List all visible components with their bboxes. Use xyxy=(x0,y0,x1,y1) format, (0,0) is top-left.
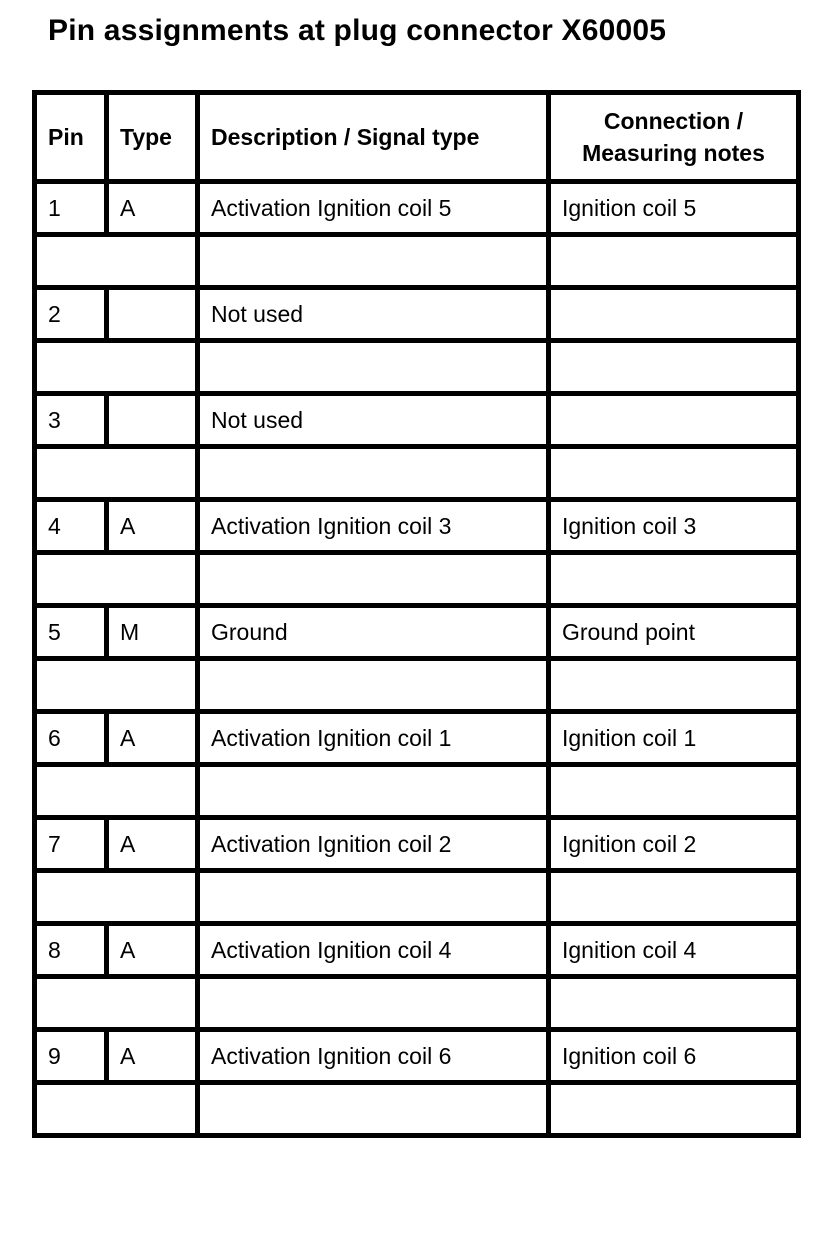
cell-connection: Ignition coil 3 xyxy=(549,500,799,553)
cell-pin: 9 xyxy=(35,1030,107,1083)
header-pin: Pin xyxy=(35,93,107,182)
header-connection-line2: Measuring notes xyxy=(582,140,765,166)
cell-connection: Ignition coil 4 xyxy=(549,924,799,977)
table-row xyxy=(35,500,799,553)
table-spacer-row xyxy=(35,341,799,394)
cell-description: Ground xyxy=(198,606,549,659)
cell-type: A xyxy=(107,818,198,871)
spacer-cell-connection xyxy=(549,235,799,288)
table-spacer-row xyxy=(35,659,799,712)
cell-connection: Ignition coil 6 xyxy=(549,1030,799,1083)
spacer-cell-pin-type xyxy=(35,235,198,288)
cell-connection: Ignition coil 5 xyxy=(549,182,799,235)
spacer-cell-connection xyxy=(549,659,799,712)
cell-pin: 8 xyxy=(35,924,107,977)
spacer-cell-pin-type xyxy=(35,1083,198,1136)
cell-connection: Ignition coil 1 xyxy=(549,712,799,765)
spacer-cell-description xyxy=(198,447,549,500)
cell-type: A xyxy=(107,182,198,235)
spacer-cell-description xyxy=(198,977,549,1030)
header-description: Description / Signal type xyxy=(198,93,549,182)
spacer-cell-description xyxy=(198,341,549,394)
spacer-cell-pin-type xyxy=(35,765,198,818)
cell-description: Not used xyxy=(198,394,549,447)
table-spacer-row xyxy=(35,977,799,1030)
table-spacer-row xyxy=(35,447,799,500)
cell-description: Not used xyxy=(198,288,549,341)
pin-assignment-table xyxy=(32,90,801,1138)
table-body xyxy=(35,182,799,1136)
spacer-cell-pin-type xyxy=(35,447,198,500)
header-type: Type xyxy=(107,93,198,182)
cell-type xyxy=(107,288,198,341)
spacer-cell-connection xyxy=(549,871,799,924)
spacer-cell-description xyxy=(198,1083,549,1136)
table-spacer-row xyxy=(35,1083,799,1136)
spacer-cell-pin-type xyxy=(35,341,198,394)
header-connection xyxy=(549,93,799,182)
table-spacer-row xyxy=(35,235,799,288)
table-header-row xyxy=(35,93,799,182)
page-title: Pin assignments at plug connector X60005 xyxy=(48,14,667,47)
cell-type: M xyxy=(107,606,198,659)
table-spacer-row xyxy=(35,765,799,818)
spacer-cell-connection xyxy=(549,977,799,1030)
cell-type: A xyxy=(107,924,198,977)
table-row xyxy=(35,182,799,235)
cell-connection: Ignition coil 2 xyxy=(549,818,799,871)
spacer-cell-description xyxy=(198,765,549,818)
spacer-cell-connection xyxy=(549,1083,799,1136)
cell-type: A xyxy=(107,712,198,765)
spacer-cell-connection xyxy=(549,765,799,818)
spacer-cell-description xyxy=(198,235,549,288)
cell-description: Activation Ignition coil 1 xyxy=(198,712,549,765)
cell-pin: 7 xyxy=(35,818,107,871)
cell-description: Activation Ignition coil 2 xyxy=(198,818,549,871)
cell-type: A xyxy=(107,500,198,553)
cell-description: Activation Ignition coil 5 xyxy=(198,182,549,235)
spacer-cell-pin-type xyxy=(35,659,198,712)
cell-pin: 2 xyxy=(35,288,107,341)
cell-pin: 6 xyxy=(35,712,107,765)
cell-description: Activation Ignition coil 3 xyxy=(198,500,549,553)
spacer-cell-description xyxy=(198,871,549,924)
table-row xyxy=(35,924,799,977)
cell-connection xyxy=(549,394,799,447)
header-connection-line1: Connection / xyxy=(603,108,744,134)
spacer-cell-connection xyxy=(549,341,799,394)
spacer-cell-connection xyxy=(549,447,799,500)
table-row xyxy=(35,818,799,871)
cell-connection: Ground point xyxy=(549,606,799,659)
spacer-cell-connection xyxy=(549,553,799,606)
cell-description: Activation Ignition coil 6 xyxy=(198,1030,549,1083)
table-row xyxy=(35,288,799,341)
cell-pin: 5 xyxy=(35,606,107,659)
spacer-cell-pin-type xyxy=(35,977,198,1030)
cell-pin: 4 xyxy=(35,500,107,553)
cell-description: Activation Ignition coil 4 xyxy=(198,924,549,977)
cell-pin: 3 xyxy=(35,394,107,447)
spacer-cell-description xyxy=(198,553,549,606)
table-row xyxy=(35,394,799,447)
cell-connection xyxy=(549,288,799,341)
cell-type xyxy=(107,394,198,447)
table-spacer-row xyxy=(35,553,799,606)
cell-type: A xyxy=(107,1030,198,1083)
spacer-cell-pin-type xyxy=(35,871,198,924)
spacer-cell-description xyxy=(198,659,549,712)
table-row xyxy=(35,712,799,765)
spacer-cell-pin-type xyxy=(35,553,198,606)
table-spacer-row xyxy=(35,871,799,924)
cell-pin: 1 xyxy=(35,182,107,235)
table-row xyxy=(35,606,799,659)
table-row xyxy=(35,1030,799,1083)
